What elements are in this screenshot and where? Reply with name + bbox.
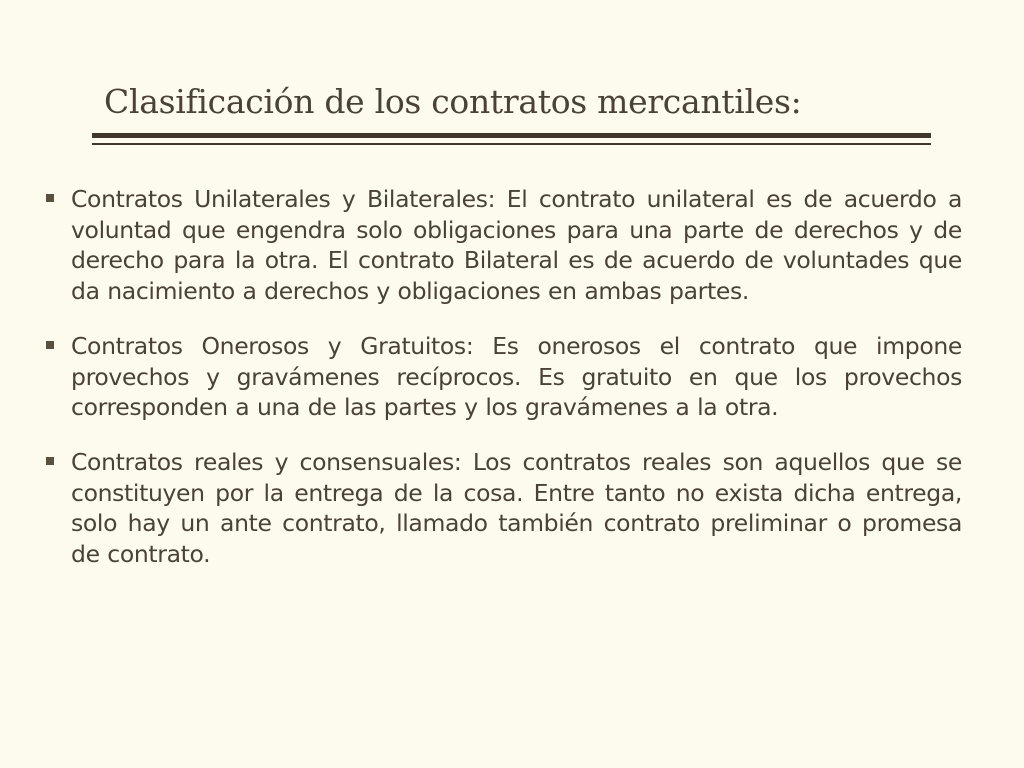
bullet-item-onerosos-gratuitos <box>44 331 962 423</box>
slide-title: Clasificación de los contratos mercantiles: <box>104 82 802 121</box>
bullet-item-reales-consensuales <box>44 447 962 570</box>
bullet-list <box>44 184 962 594</box>
title-underline-thick <box>92 133 931 138</box>
bullet-item-unilaterales-bilaterales <box>44 184 962 307</box>
bullet-text: Contratos Unilaterales y Bilaterales: El contrato unilateral es de acuerdo a voluntad que engendra solo obligaciones para una parte de derechos y de derecho para la otra. El contrato Bilateral es de acuerdo de voluntades que da nacimiento a derechos y obligaciones en ambas partes. <box>71 185 962 306</box>
title-underline-thin <box>92 143 931 145</box>
bullet-text: Contratos reales y consensuales: Los contratos reales son aquellos que se constituyen por la entrega de la cosa. Entre tanto no exista dicha entrega, solo hay un ante contrato, llamado también contrato preliminar o promesa de contrato. <box>71 447 962 569</box>
square-bullet-icon <box>46 194 54 202</box>
bullet-text: Contratos Onerosos y Gratuitos: Es onerosos el contrato que impone provechos y gravámenes recíprocos. Es gratuito en que los provechos corresponden a una de las partes y los gravámenes a la otra. <box>71 331 962 422</box>
square-bullet-icon <box>46 341 54 349</box>
square-bullet-icon <box>46 457 54 465</box>
